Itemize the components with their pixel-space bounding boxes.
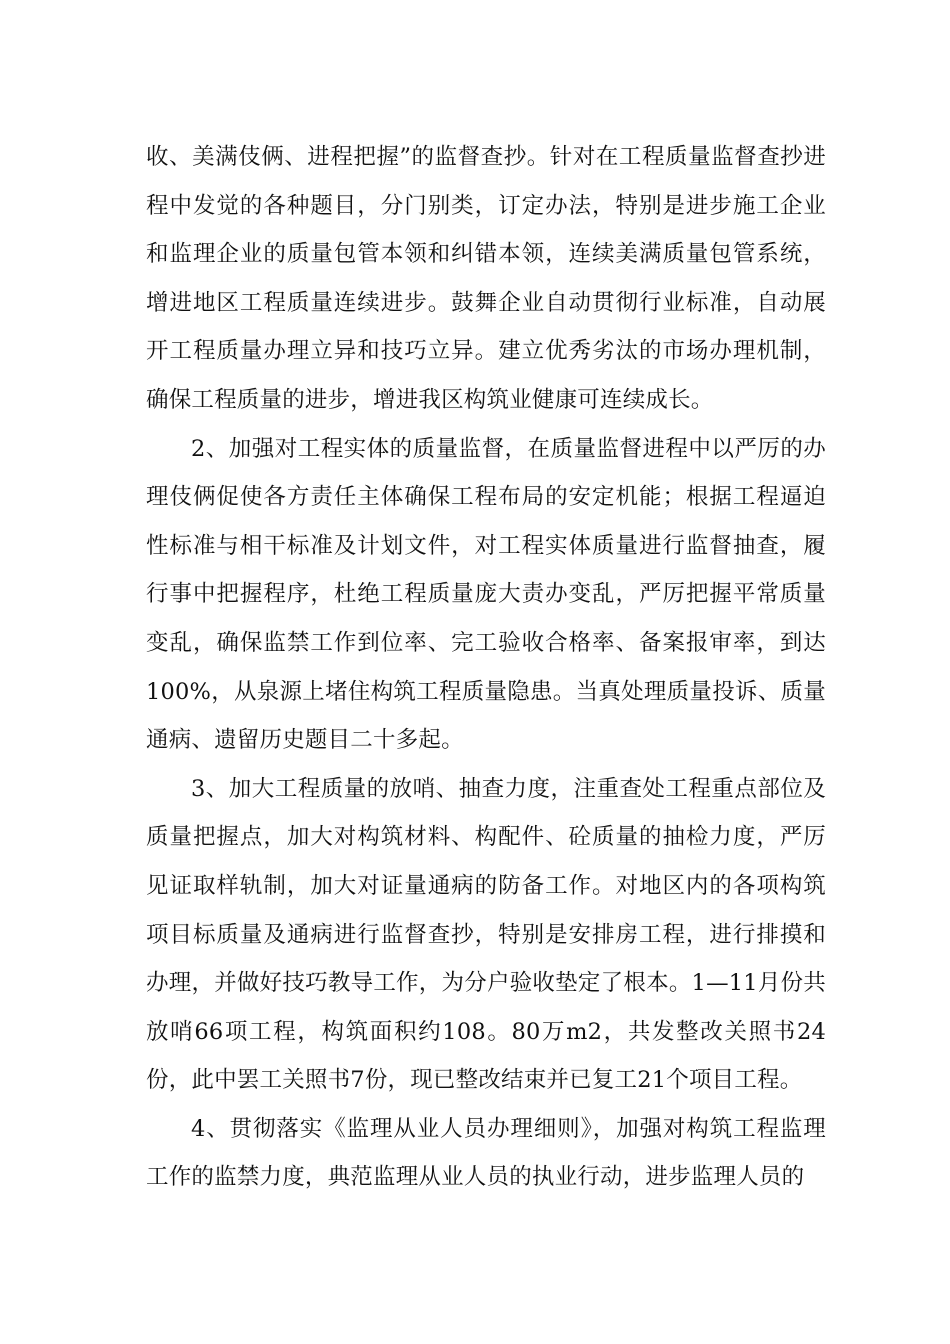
paragraph-3: 3、加大工程质量的放哨、抽查力度，注重查处工程重点部位及质量把握点，加大对构筑材料、构配件、砼质量的抽检力度，严厉见证取样轨制，加大对证量通病的防备工作。对地区内的各项构筑项目标质量及通病进行监督查抄，特别是安排房工程，进行排摸和办理，并做好技巧教导工作，为分户验收垫定了根本。1—11月份共放哨66项工程，构筑面积约108。80万m2，共发整改关照书24份，此中罢工关照书7份，现已整改结束并已复工21个项目工程。 [146,775,826,1094]
document-body [146,133,826,1202]
paragraph-1: 收、美满伎俩、进程把握”的监督查抄。针对在工程质量监督查抄进程中发觉的各种题目，分门别类，订定办法，特别是进步施工企业和监理企业的质量包管本领和纠错本领，连续美满质量包管系统，增进地区工程质量连续进步。鼓舞企业自动贯彻行业标准，自动展开工程质量办理立异和技巧立异。建立优秀劣汰的市场办理机制，确保工程质量的进步，增进我区构筑业健康可连续成长。 [146,144,826,413]
paragraph-2: 2、加强对工程实体的质量监督，在质量监督进程中以严厉的办理伎俩促使各方责任主体确保工程布局的安定机能；根据工程逼迫性标准与相干标准及计划文件，对工程实体质量进行监督抽查，履行事中把握程序，杜绝工程质量庞大责办变乱，严厉把握平常质量变乱，确保监禁工作到位率、完工验收合格率、备案报审率，到达100%，从泉源上堵住构筑工程质量隐患。当真处理质量投诉、质量通病、遗留历史题目二十多起。 [146,435,826,754]
paragraph-4: 4、贯彻落实《监理从业人员办理细则》，加强对构筑工程监理工作的监禁力度，典范监理从业人员的执业行动，进步监理人员的 [146,1115,826,1191]
